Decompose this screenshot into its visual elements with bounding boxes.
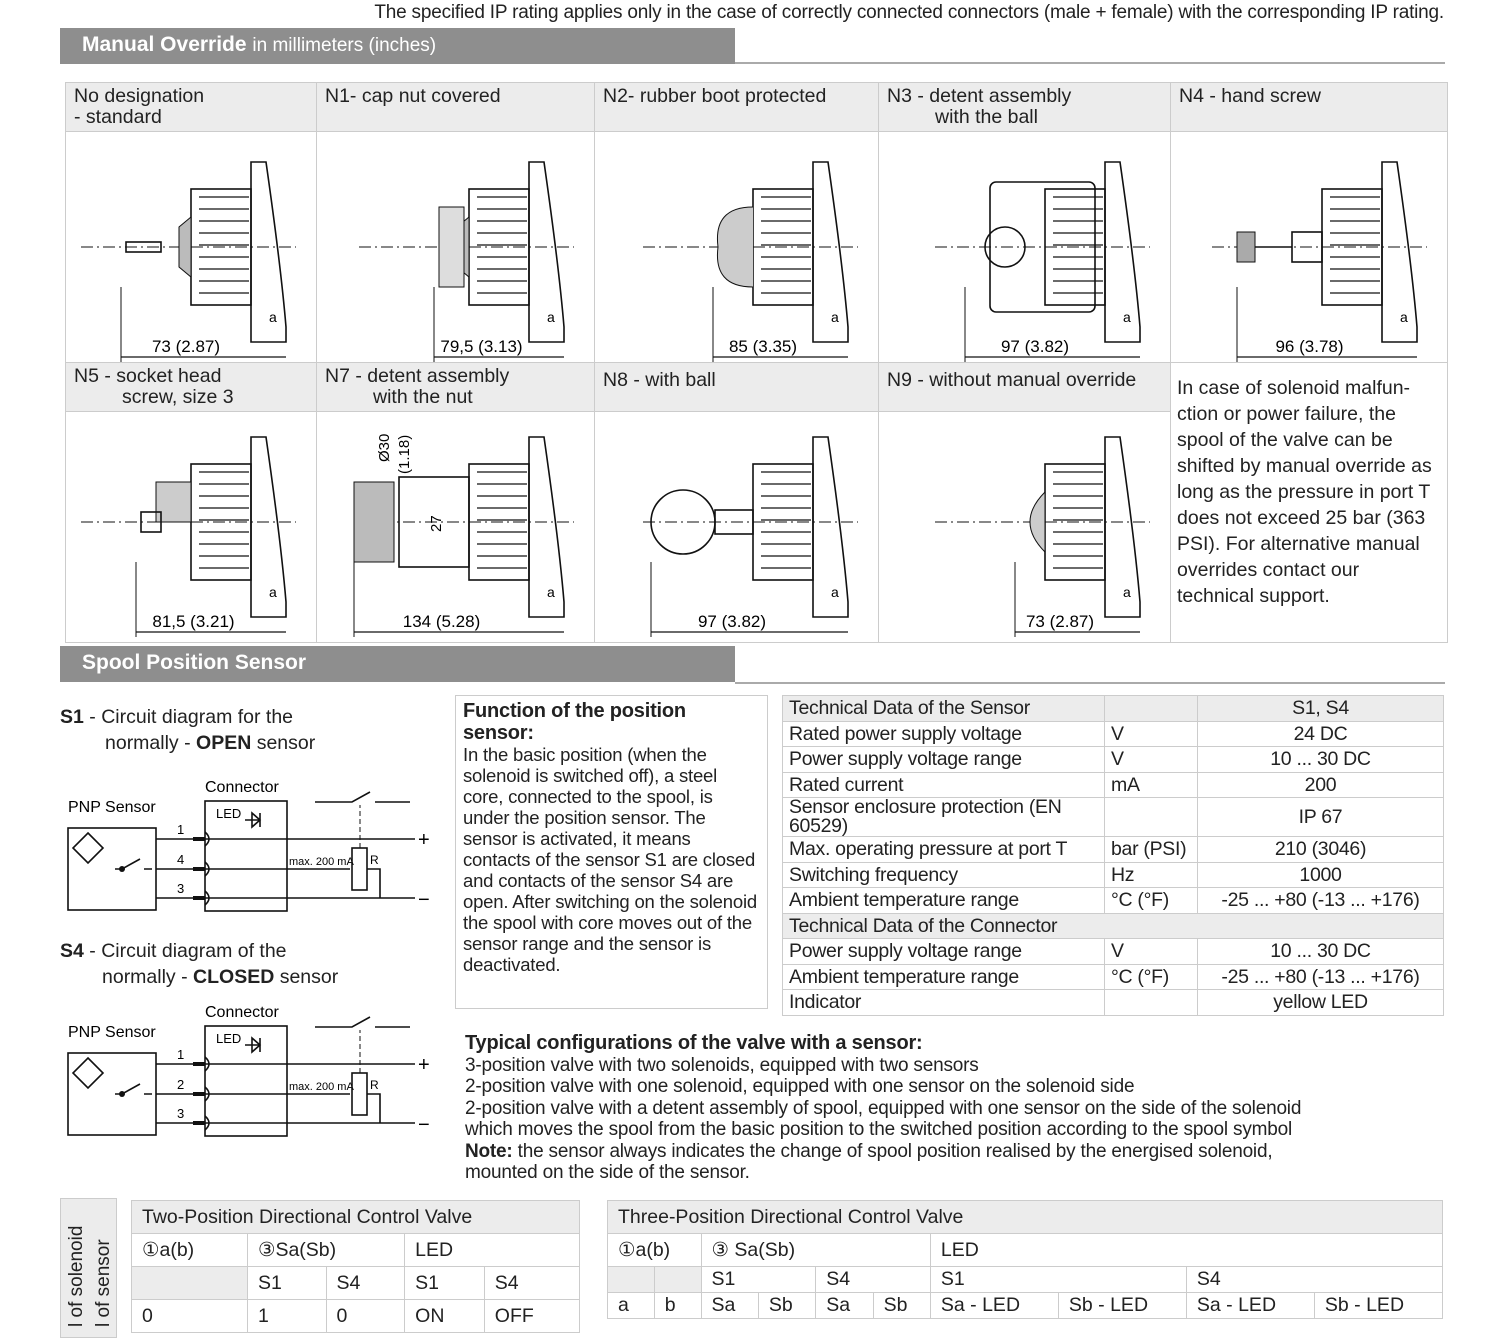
cap-nut — [439, 207, 464, 287]
cell: Power supply voltage range — [783, 747, 1105, 773]
cfg-note-cont: mounted on the side of the sensor. — [465, 1162, 750, 1183]
divider — [735, 62, 1445, 64]
minus-terminal: − — [418, 889, 430, 911]
cell: IP 67 — [1198, 798, 1444, 837]
connector-label: Connector — [205, 1004, 279, 1021]
diameter-label: Ø30 — [376, 433, 393, 462]
reference-mark: a — [547, 309, 555, 325]
reference-mark: a — [269, 309, 277, 325]
cell: S1 — [405, 1267, 485, 1300]
table-title: Three-Position Directional Control Valve — [608, 1201, 1443, 1234]
cell: Rated current — [783, 772, 1105, 798]
dimension-label: 97 (3.82) — [1000, 337, 1070, 356]
cell: a — [608, 1293, 655, 1319]
knurled-nut — [354, 482, 394, 562]
knurled-knob — [1237, 232, 1255, 262]
cell: ①a(b) — [608, 1234, 702, 1267]
table-row — [783, 862, 1444, 888]
drawing-cell — [879, 132, 1171, 363]
vert-label: l of solenoid — [66, 1225, 87, 1327]
cell: Sa — [701, 1293, 758, 1319]
cell: Indicator — [783, 990, 1105, 1016]
cell: Switching frequency — [783, 862, 1105, 888]
cell: 10 ... 30 DC — [1198, 939, 1444, 965]
cell — [654, 1267, 701, 1293]
drawing-cell — [317, 412, 595, 643]
cell — [1105, 990, 1198, 1016]
cell: Sb — [873, 1293, 930, 1319]
table-row — [783, 696, 1444, 722]
pnp-label: PNP Sensor — [68, 799, 156, 816]
cell: Sb — [758, 1293, 815, 1319]
pin — [193, 896, 205, 900]
rubber-boot — [717, 207, 753, 287]
cell: S4 — [484, 1267, 579, 1300]
dimension-label: 79,5 (3.13) — [440, 337, 523, 356]
pin-number: 1 — [177, 1047, 185, 1062]
cell: Rated power supply voltage — [783, 721, 1105, 747]
cell: Hz — [1105, 862, 1198, 888]
reference-mark: a — [831, 584, 839, 600]
manual-override-info: In case of solenoid malfun-ction or power failure, the spool of the valve can be shifted by manual override as long as the pressure in port T does not exceed 25 bar (363 PSI). For alternative manual overrides contact our technical support. — [1171, 363, 1448, 643]
section-header-manual-override — [60, 28, 735, 64]
three-position-table — [607, 1200, 1443, 1319]
table-row — [783, 939, 1444, 965]
section-units: in millimeters (inches) — [252, 35, 437, 56]
sensor-symbol — [73, 1058, 103, 1088]
function-title: Function of the position sensor: — [463, 700, 686, 744]
cfg-line: 2-position valve with one solenoid, equipped with one sensor on the solenoid side — [465, 1076, 1135, 1097]
pin-number: 3 — [177, 1106, 185, 1121]
cfg-title: Typical configurations of the valve with a sensor: — [465, 1032, 923, 1054]
table-row — [783, 964, 1444, 990]
function-description — [455, 695, 768, 1009]
pin — [193, 1121, 205, 1125]
cell: 1000 — [1198, 862, 1444, 888]
manual-override-table — [65, 82, 1448, 643]
switch-dot — [119, 1091, 125, 1097]
cell: Sb - LED — [1314, 1293, 1442, 1319]
dimension-label: 73 (2.87) — [151, 337, 221, 356]
cell: V — [1105, 939, 1198, 965]
switch-dot — [119, 866, 125, 872]
cell: Power supply voltage range — [783, 939, 1105, 965]
variant-header: N4 - hand screw — [1171, 83, 1448, 132]
width-label: 27 — [428, 515, 445, 532]
cell — [1105, 696, 1198, 722]
cell: LED — [405, 1234, 580, 1267]
cell: Sa — [816, 1293, 873, 1319]
cell: b — [654, 1293, 701, 1319]
plus-terminal: + — [418, 1054, 430, 1076]
s4-caption: S4 - Circuit diagram of the normally - CLOSED sensor — [60, 940, 339, 988]
cell: S4 — [1186, 1267, 1442, 1293]
cfg-note: Note: the sensor always indicates the change of spool position realised by the energised solenoid, — [465, 1140, 1273, 1162]
cell: Sa - LED — [1186, 1293, 1314, 1319]
pin-number: 4 — [177, 852, 185, 867]
table-row — [783, 721, 1444, 747]
technical-data-table — [782, 695, 1444, 1016]
cell: V — [1105, 747, 1198, 773]
cell: yellow LED — [1198, 990, 1444, 1016]
sensor-symbol — [73, 833, 103, 863]
reference-mark: a — [1123, 584, 1131, 600]
relay-coil — [352, 848, 367, 890]
cell: V — [1105, 721, 1198, 747]
cell: 0 — [326, 1300, 405, 1333]
pnp-label: PNP Sensor — [68, 1024, 156, 1041]
variant-header: N2- rubber boot protected — [595, 83, 879, 132]
end-cap — [1030, 492, 1045, 552]
ip-rating-note: The specified IP rating applies only in the case of correctly connected connectors (male + female) with the corresponding IP rating. — [374, 2, 1444, 23]
cell: -25 ... +80 (-13 ... +176) — [1198, 964, 1444, 990]
relay-wire — [367, 1094, 380, 1123]
reference-mark: a — [547, 584, 555, 600]
cell: S4 — [816, 1267, 931, 1293]
cell: S1 — [701, 1267, 816, 1293]
cell: S4 — [326, 1267, 405, 1300]
table-title: Two-Position Directional Control Valve — [132, 1201, 580, 1234]
divider — [735, 682, 1445, 684]
table-row — [783, 990, 1444, 1016]
drawing-cell — [879, 412, 1171, 643]
reference-mark: a — [1123, 309, 1131, 325]
cell: 210 (3046) — [1198, 837, 1444, 863]
dimension-label: 97 (3.82) — [697, 612, 767, 631]
cell: Ambient temperature range — [783, 964, 1105, 990]
dimension-label: 134 (5.28) — [402, 612, 481, 631]
pin-number: 2 — [177, 1077, 185, 1092]
reference-mark: a — [269, 584, 277, 600]
cell: ON — [405, 1300, 485, 1333]
section-title: Spool Position Sensor — [82, 651, 307, 674]
relay-label: R — [370, 1078, 379, 1092]
cell: 24 DC — [1198, 721, 1444, 747]
cell: Technical Data of the Sensor — [783, 696, 1105, 722]
max-current-label: max. 200 mA — [289, 1081, 354, 1093]
table-row — [608, 1293, 1443, 1319]
pin — [193, 1062, 205, 1066]
cell: mA — [1105, 772, 1198, 798]
variant-header: N8 - with ball — [595, 363, 879, 412]
drawing-cell — [595, 132, 879, 363]
cell: -25 ... +80 (-13 ... +176) — [1198, 888, 1444, 914]
typical-configurations — [465, 1033, 1301, 1184]
table-row — [783, 798, 1444, 837]
led-icon — [245, 1038, 260, 1052]
pin — [193, 837, 205, 841]
cfg-line: 3-position valve with two solenoids, equipped with two sensors — [465, 1054, 979, 1076]
dimension-label: 96 (3.78) — [1275, 337, 1344, 356]
led-label: LED — [216, 1031, 242, 1046]
max-current-label: max. 200 mA — [289, 856, 354, 868]
cell: Sensor enclosure protection (EN 60529) — [783, 798, 1105, 837]
cell: ③ Sa(Sb) — [701, 1234, 930, 1267]
led-label: LED — [216, 806, 242, 821]
variant-header: N3 - detent assembly with the ball — [879, 83, 1171, 132]
function-text: In the basic position (when the solenoid is switched off), a steel core, connected to the spool, is under the position sensor. The sensor is activated, it means contacts of the sensor S1 are closed and contacts of the sensor S4 are open. After switching on the solenoid the spool with core moves out of the sensor range and the sensor is deactivated. — [463, 744, 757, 975]
cell: 1 — [247, 1300, 326, 1333]
variant-header: N1- cap nut covered — [317, 83, 595, 132]
cell: S1 — [247, 1267, 326, 1300]
variant-header: N5 - socket head screw, size 3 — [66, 363, 317, 412]
cell: °C (°F) — [1105, 964, 1198, 990]
relay-wire — [367, 869, 380, 898]
cell: bar (PSI) — [1105, 837, 1198, 863]
relay-label: R — [370, 853, 379, 867]
relay-coil — [352, 1073, 367, 1115]
cell: ③Sa(Sb) — [247, 1234, 404, 1267]
cell — [132, 1267, 248, 1300]
table-row — [783, 913, 1444, 939]
relay-contact — [315, 792, 410, 802]
cell — [608, 1267, 655, 1293]
dimension-label: 85 (3.35) — [728, 337, 798, 356]
cell: S1, S4 — [1198, 696, 1444, 722]
two-position-table — [131, 1200, 580, 1333]
section-title: Manual Override — [82, 33, 247, 56]
table-row — [783, 747, 1444, 773]
cell — [1105, 798, 1198, 837]
cell: LED — [930, 1234, 1442, 1267]
plus-terminal: + — [418, 829, 430, 851]
cell: ①a(b) — [132, 1234, 248, 1267]
drawing-cell — [595, 412, 879, 643]
table-row — [783, 837, 1444, 863]
variant-header: No designation - standard — [66, 83, 317, 132]
dimension-label: 81,5 (3.21) — [152, 612, 235, 631]
variant-header: N7 - detent assembly with the nut — [317, 363, 595, 412]
variant-header: N9 - without manual override — [879, 363, 1171, 412]
relay-contact — [315, 1017, 410, 1027]
cell: Sb - LED — [1058, 1293, 1186, 1319]
cap — [179, 217, 191, 277]
cell: °C (°F) — [1105, 888, 1198, 914]
drawing-cell — [66, 132, 317, 363]
reference-mark: a — [1400, 309, 1408, 325]
cell: S1 — [930, 1267, 1186, 1293]
cell: Technical Data of the Connector — [783, 913, 1444, 939]
cfg-line: which moves the spool from the basic position to the switched position according to the spool symbol — [465, 1119, 1293, 1140]
cell: 0 — [132, 1300, 248, 1333]
drawing-cell — [1171, 132, 1448, 363]
s1-caption: S1 - Circuit diagram for the normally - OPEN sensor — [60, 706, 316, 754]
table-row — [783, 772, 1444, 798]
pin — [193, 1092, 205, 1096]
reference-mark: a — [831, 309, 839, 325]
section-header-spool-sensor — [60, 646, 735, 682]
row-label-box — [60, 1198, 117, 1338]
minus-terminal: − — [418, 1114, 430, 1136]
diameter-inch-label: (1.18) — [396, 434, 413, 474]
pin-number: 3 — [177, 881, 185, 896]
dimension-label: 73 (2.87) — [1025, 612, 1095, 631]
vert-label: l of sensor — [93, 1239, 114, 1327]
drawing-cell — [66, 412, 317, 643]
cell: Max. operating pressure at port T — [783, 837, 1105, 863]
pin — [193, 867, 205, 871]
cell: Sa - LED — [930, 1293, 1058, 1319]
table-row — [783, 888, 1444, 914]
pin-number: 1 — [177, 822, 185, 837]
cell: 200 — [1198, 772, 1444, 798]
cell: OFF — [484, 1300, 579, 1333]
cell: 10 ... 30 DC — [1198, 747, 1444, 773]
led-icon — [245, 813, 260, 827]
connector-label: Connector — [205, 779, 279, 796]
drawing-cell — [317, 132, 595, 363]
s4-circuit-diagram — [60, 995, 450, 1145]
cfg-line: 2-position valve with a detent assembly of spool, equipped with one sensor on the side of the solenoid — [465, 1097, 1302, 1119]
cell: Ambient temperature range — [783, 888, 1105, 914]
s1-circuit-diagram — [60, 770, 450, 920]
